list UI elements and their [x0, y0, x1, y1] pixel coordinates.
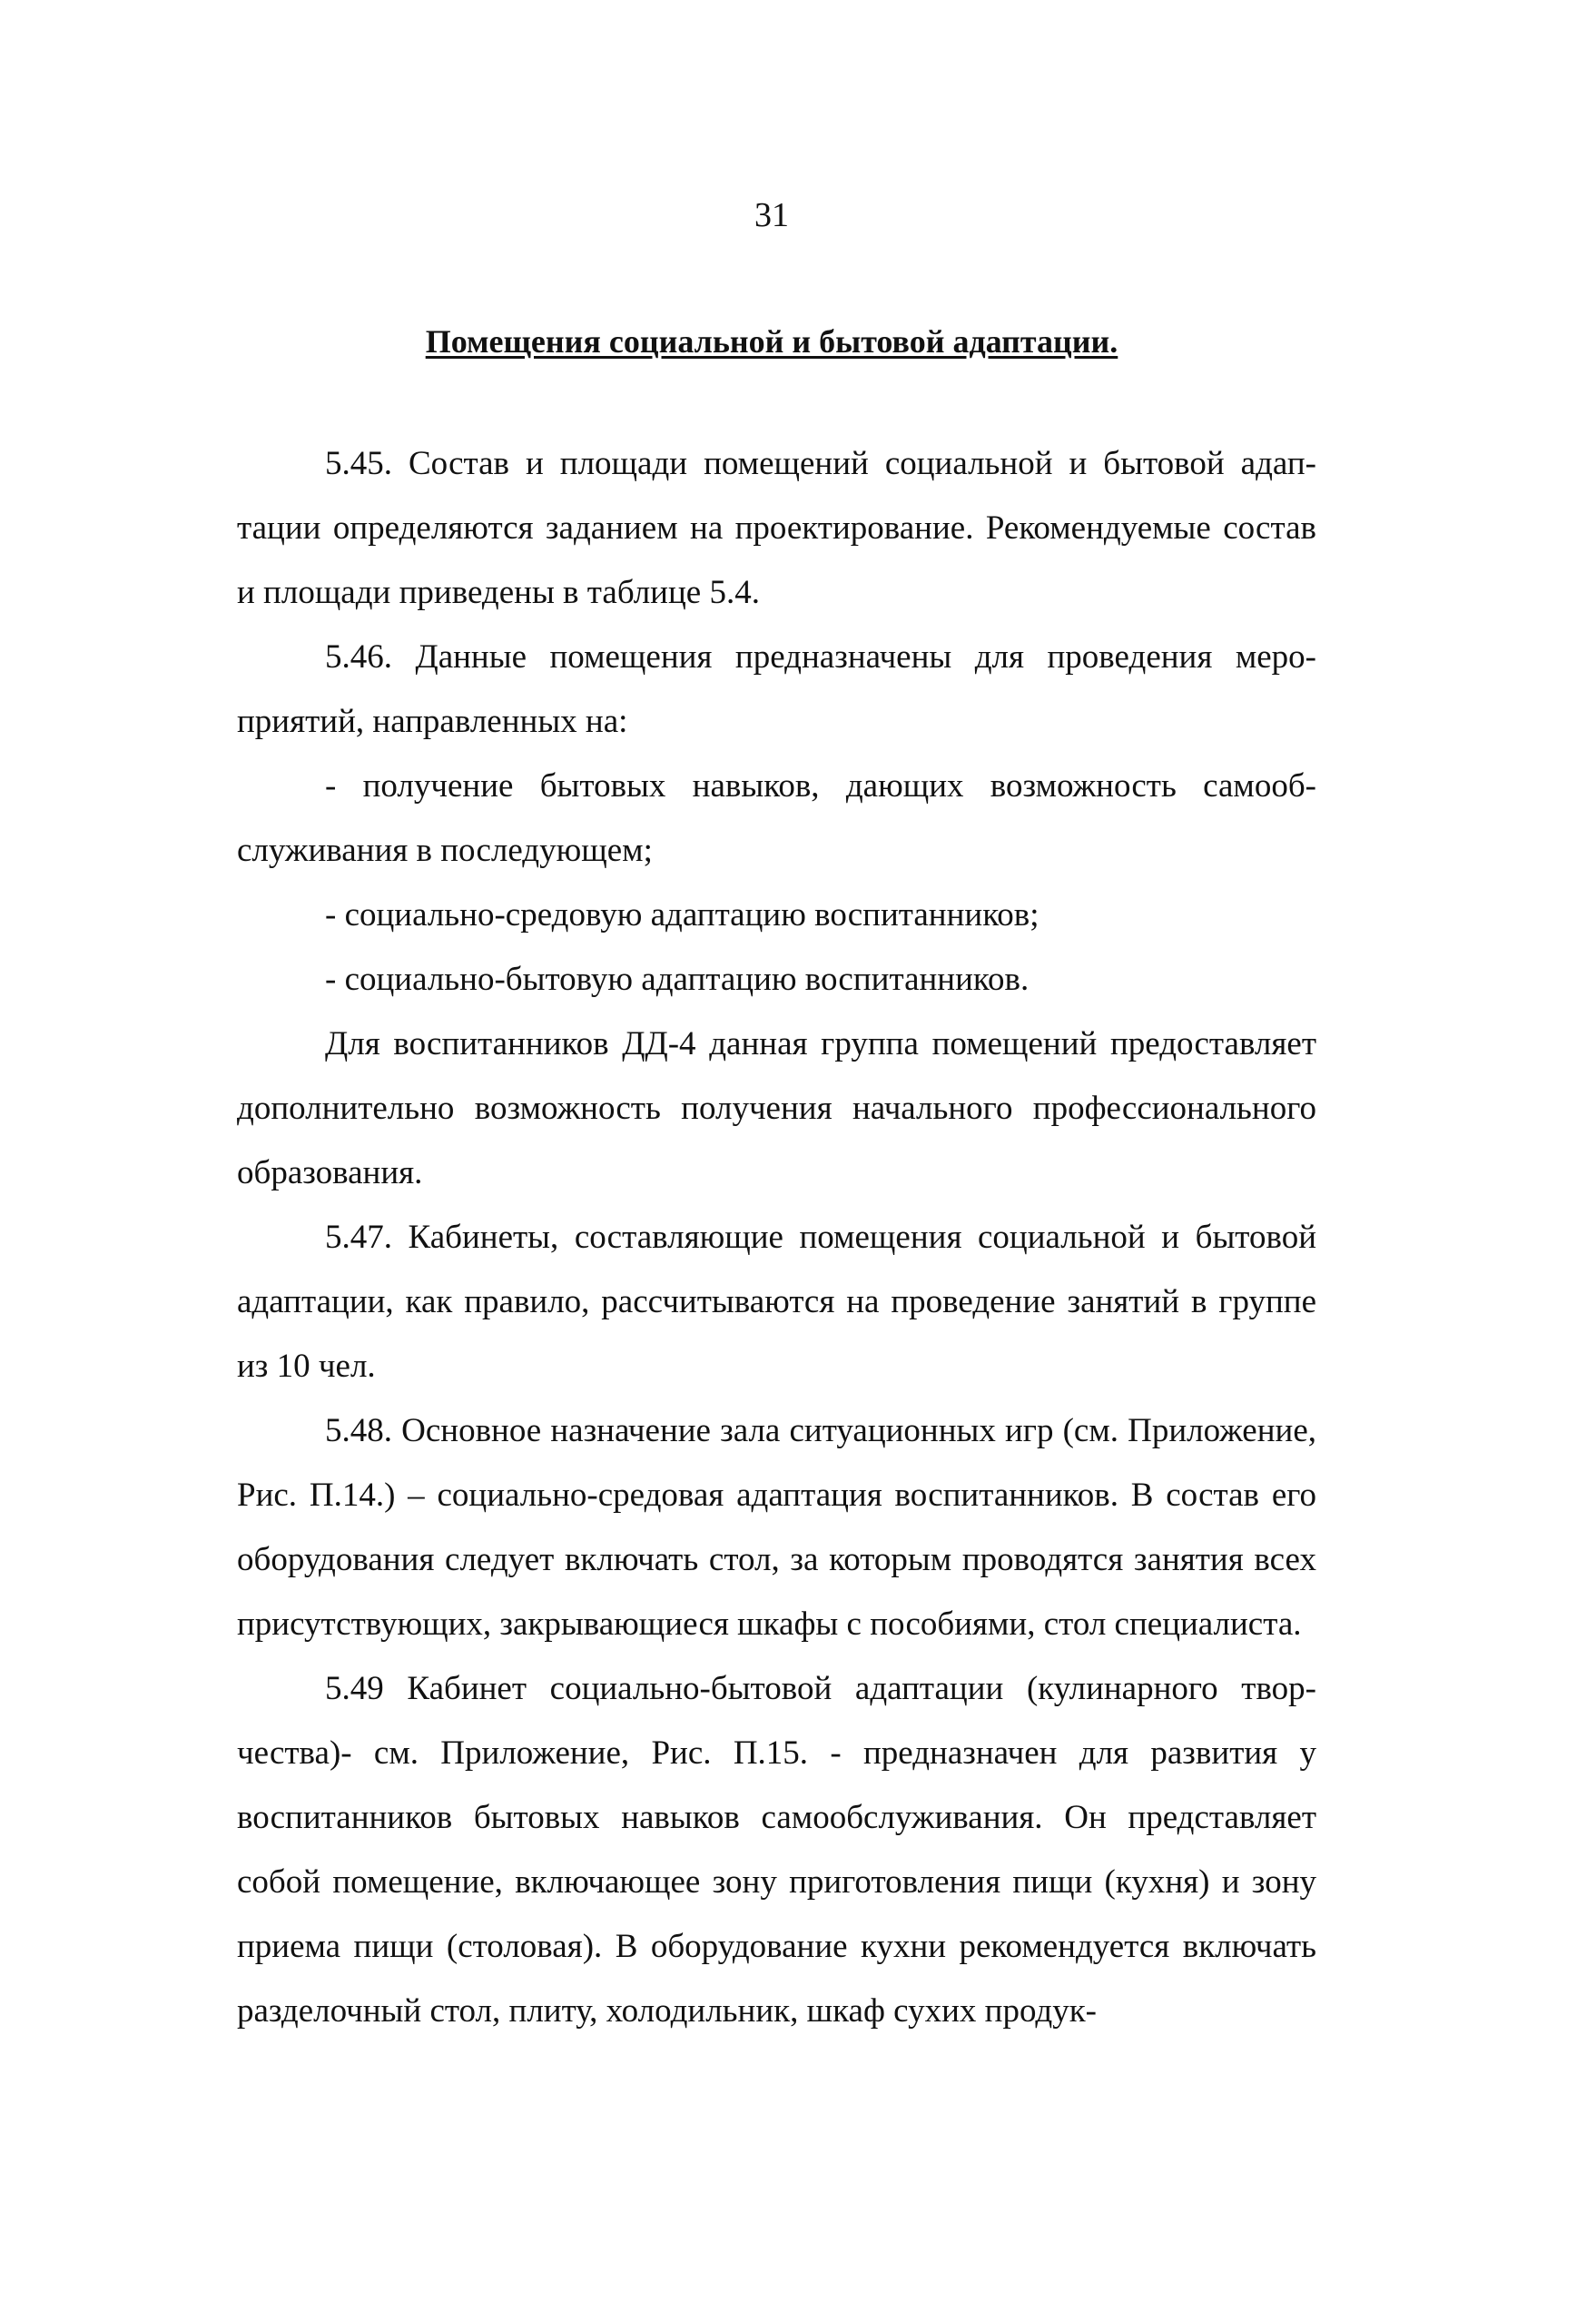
list-item: - социально-бытовую адаптацию воспитанников.	[325, 961, 1030, 998]
body-text	[237, 431, 1316, 2043]
list-item: - получение бытовых навыков, дающих возможность самообслуживания в последующем;	[237, 767, 1316, 869]
paragraph-5-49: 5.49 Кабинет социально-бытовой адаптации (кулинарного творчества)- см. Приложение, Рис. П.15. - предназначен для развития у воспитанников бытовых навыков самообслуживания. Он представляет собой помещение, включающее зону приготовления пищи (кухня) и зону приема пищи (столовая). В оборудование кухни рекомендуется включать разделочный стол, плиту, холодильник, шкаф сухих продук-	[237, 1670, 1316, 2030]
section-heading: Помещения социальной и бытовой адаптации.	[425, 323, 1118, 360]
paragraph-dd4: Для воспитанников ДД-4 данная группа помещений предоставляет дополнительно возможность получения начального профессионального образования.	[237, 1025, 1316, 1191]
page-number: 31	[754, 196, 789, 234]
paragraph-5-47: 5.47. Кабинеты, составляющие помещения социальной и бытовой адаптации, как правило, рассчитываются на проведение занятий в группе из 10 чел.	[237, 1219, 1316, 1385]
paragraph-5-45: 5.45. Состав и площади помещений социальной и бытовой адаптации определяются заданием на проектирование. Рекомендуемые состав и площади приведены в таблице 5.4.	[237, 445, 1316, 611]
paragraph-5-46: 5.46. Данные помещения предназначены для проведения мероприятий, направленных на:	[237, 638, 1316, 740]
paragraph-5-48: 5.48. Основное назначение зала ситуационных игр (см. Приложение, Рис. П.14.) – социально-средовая адаптация воспитанников. В состав его оборудования следует включать стол, за которым проводятся занятия всех присутствующих, закрывающиеся шкафы с пособиями, стол специалиста.	[237, 1412, 1316, 1643]
list-item: - социально-средовую адаптацию воспитанников;	[325, 896, 1039, 934]
